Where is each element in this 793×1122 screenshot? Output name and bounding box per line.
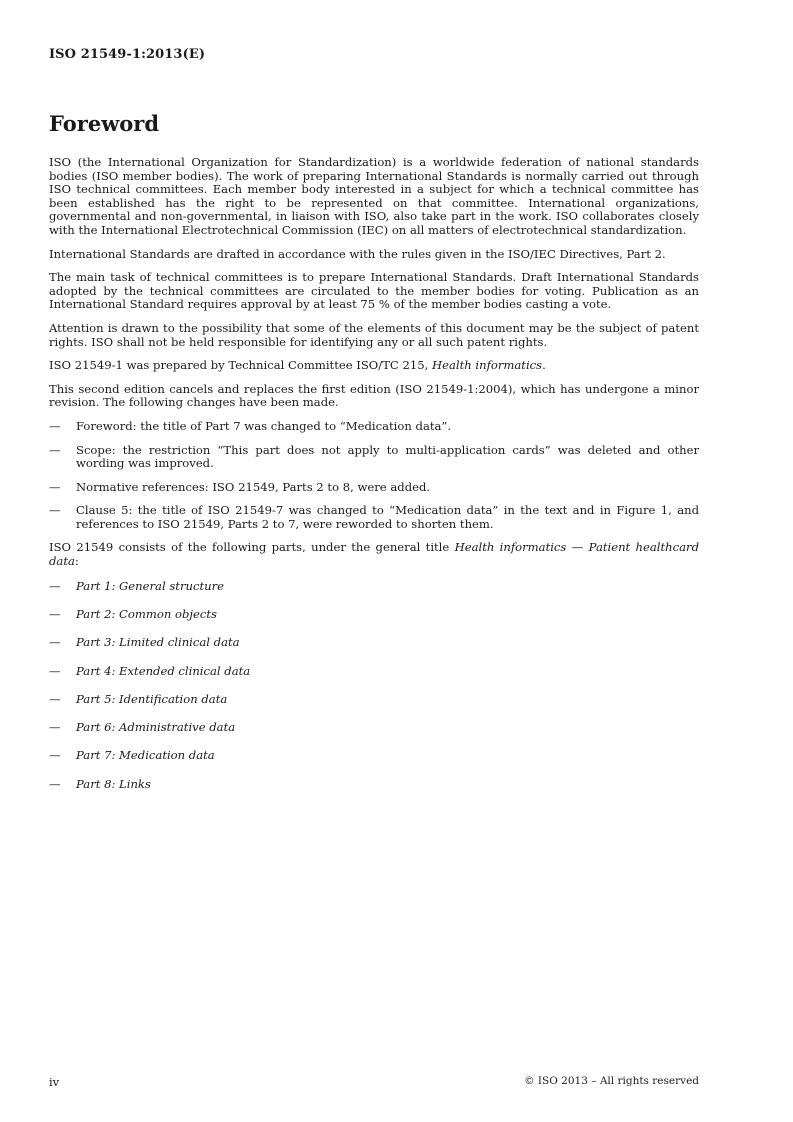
paragraph-prepared-by: [49, 359, 699, 373]
list-dash: —: [49, 503, 61, 518]
list-item: [49, 481, 699, 495]
foreword-body: [49, 156, 699, 806]
list-item: [49, 504, 699, 531]
paragraph-second-edition: This second edition cancels and replaces the first edition (ISO 21549-1:2004), which has undergone a minor revision. The following changes have been made.: [49, 381, 699, 410]
paragraph-main-task: The main task of technical committees is to prepare International Standards. Draft International Standards adopted by the technical committees are circulated to the member bodies for voting. Publication as an International Standard requires approval by at least 75 % of the member bodies casting a vote.: [49, 270, 699, 312]
list-dash: —: [49, 776, 61, 791]
list-dash: —: [49, 720, 61, 735]
change-text: Clause 5: the title of ISO 21549-7 was changed to “Medication data” in the text and in Figure 1, and references to ISO 21549, Parts 2 to 7, were reworded to shorten them.: [76, 503, 699, 531]
paragraph-parts-intro: [49, 541, 699, 568]
list-item: [49, 721, 699, 735]
list-dash: —: [49, 635, 61, 650]
changes-list: [49, 420, 699, 532]
paragraph-patent-rights: Attention is drawn to the possibility that some of the elements of this document may be the subject of patent rights. ISO shall not be held responsible for identifying any or all such patent rights.: [49, 320, 699, 349]
committee-name: Health informatics: [432, 358, 543, 373]
parts-intro-end: :: [74, 554, 79, 569]
list-dash: —: [49, 418, 61, 433]
list-item: [49, 665, 699, 679]
change-text: Normative references: ISO 21549, Parts 2 to 8, were added.: [76, 479, 431, 494]
part-title: Part 7: Medication data: [76, 748, 215, 763]
section-title: Foreword: [49, 111, 160, 136]
parts-intro-text: ISO 21549 consists of the following parts, under the general title: [49, 540, 455, 555]
part-title: Part 6: Administrative data: [76, 720, 236, 735]
list-item: [49, 636, 699, 650]
list-item: [49, 608, 699, 622]
prepared-by-text: ISO 21549-1 was prepared by Technical Committee ISO/TC 215,: [49, 358, 432, 373]
paragraph-iso-intro: ISO (the International Organization for Standardization) is a worldwide federation of national standards bodies (ISO member bodies). The work of preparing International Standards is normally carried out through ISO technical committees. Each member body interested in a subject for which a technical committee has been established has the right to be represented on that committee. International organizations, governmental and non-governmental, in liaison with ISO, also take part in the work. ISO collaborates closely with the International Electrotechnical Commission (IEC) on all matters of electrotechnical standardization.: [49, 155, 699, 237]
list-dash: —: [49, 748, 61, 763]
list-dash: —: [49, 606, 61, 621]
list-item: [49, 749, 699, 763]
part-title: Part 8: Links: [76, 776, 151, 791]
part-title: Part 5: Identification data: [76, 691, 228, 706]
list-dash: —: [49, 663, 61, 678]
parts-list: [49, 580, 699, 792]
list-item: [49, 778, 699, 792]
list-dash: —: [49, 479, 61, 494]
document-identifier: ISO 21549-1:2013(E): [49, 47, 206, 62]
list-item: [49, 420, 699, 434]
part-title: Part 3: Limited clinical data: [76, 635, 240, 650]
list-item: [49, 580, 699, 594]
list-dash: —: [49, 691, 61, 706]
page-number: iv: [49, 1075, 60, 1089]
general-title: Health informatics — Patient healthcard data: [49, 540, 699, 569]
copyright-notice: © ISO 2013 – All rights reserved: [524, 1075, 699, 1087]
change-text: Foreword: the title of Part 7 was changed to “Medication data”.: [76, 418, 452, 433]
paragraph-drafting-rules: International Standards are drafted in accordance with the rules given in the ISO/IEC Directives, Part 2.: [49, 246, 666, 261]
list-item: [49, 693, 699, 707]
part-title: Part 1: General structure: [76, 578, 224, 593]
list-item: [49, 444, 699, 471]
list-dash: —: [49, 442, 61, 457]
part-title: Part 4: Extended clinical data: [76, 663, 251, 678]
list-dash: —: [49, 578, 61, 593]
part-title: Part 2: Common objects: [76, 606, 217, 621]
prepared-by-end: .: [542, 358, 546, 373]
change-text: Scope: the restriction “This part does not apply to multi-application cards” was deleted and other wording was improved.: [76, 442, 699, 471]
